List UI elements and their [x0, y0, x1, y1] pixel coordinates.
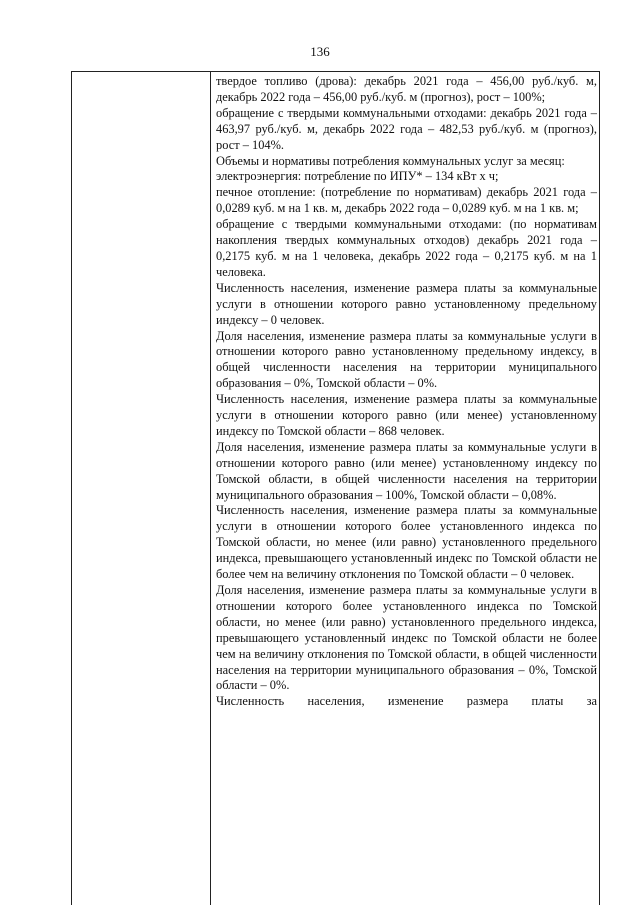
paragraph-waste-tariff: обращение с твердыми коммунальными отходами: декабрь 2021 года – 463,97 руб./куб. м, декабрь 2022 года – 482,53 руб./куб. м (прогноз), рост – 104%. [216, 105, 597, 152]
page-number: 136 [310, 44, 330, 59]
table-content-cell [216, 74, 597, 710]
paragraph-population-continued: Численность населения, изменение размера платы за [216, 694, 597, 709]
paragraph-population-regional-index: Численность населения, изменение размера платы за коммунальные услуги в отношении которого равно (или менее) установленному индексу по Томской области – 868 человек. [216, 392, 597, 438]
paragraph-share-limit-index: Доля населения, изменение размера платы за коммунальные услуги в отношении которого равно установленному предельному индексу, в общей численности населения на территории муниципального образования – 0%, Томской области – 0%. [216, 328, 597, 391]
paragraph-population-limit-index: Численность населения, изменение размера платы за коммунальные услуги в отношении которого равно установленному предельному индексу – 0 человек. [216, 280, 597, 327]
paragraph-solid-fuel: твердое топливо (дрова): декабрь 2021 года – 456,00 руб./куб. м, декабрь 2022 года – 456,00 руб./куб. м (прогноз), рост – 100%; [216, 74, 597, 104]
paragraph-electricity: электроэнергия: потребление по ИПУ* – 134 кВт х ч; [216, 169, 499, 184]
paragraph-waste-norms: обращение с твердыми коммунальными отходами: (по нормативам накопления твердых коммунальных отходов) декабрь 2021 года – 0,2175 куб. м на 1 человека, декабрь 2022 года – 0,2175 куб. м на 1 человека. [216, 217, 597, 279]
paragraph-stove-heating: печное отопление: (потребление по нормативам) декабрь 2021 года – 0,0289 куб. м на 1 кв. м, декабрь 2022 года – 0,0289 куб. м на 1 кв. м; [216, 185, 597, 216]
table-column-divider [210, 72, 211, 905]
paragraph-population-above-index: Численность населения, изменение размера платы за коммунальные услуги в отношении которого более установленного индекса по Томской области, но менее (или равно) установленного предельного индекса, превышающего установленный индекс по Томской области не более чем на величину отклонения по Томской области – 0 человек. [216, 503, 597, 582]
paragraph-share-above-index: Доля населения, изменение размера платы за коммунальные услуги в отношении которого более установленного индекса по Томской области, но менее (или равно) установленного предельного индекса, превышающего установленный индекс по Томской области не более чем на величину отклонения по Томской области, в общей численности населения на территории муниципального образования – 0%, Томской области – 0%. [216, 583, 597, 693]
paragraph-volumes-heading: Объемы и нормативы потребления коммунальных услуг за месяц: [216, 153, 565, 168]
document-table [71, 71, 600, 905]
paragraph-share-regional-index: Доля населения, изменение размера платы за коммунальные услуги в отношении которого равно (или менее) установленному индексу по Томской области, в общей численности населения на территории муниципального образования – 100%, Томской области – 0,08%. [216, 439, 597, 502]
